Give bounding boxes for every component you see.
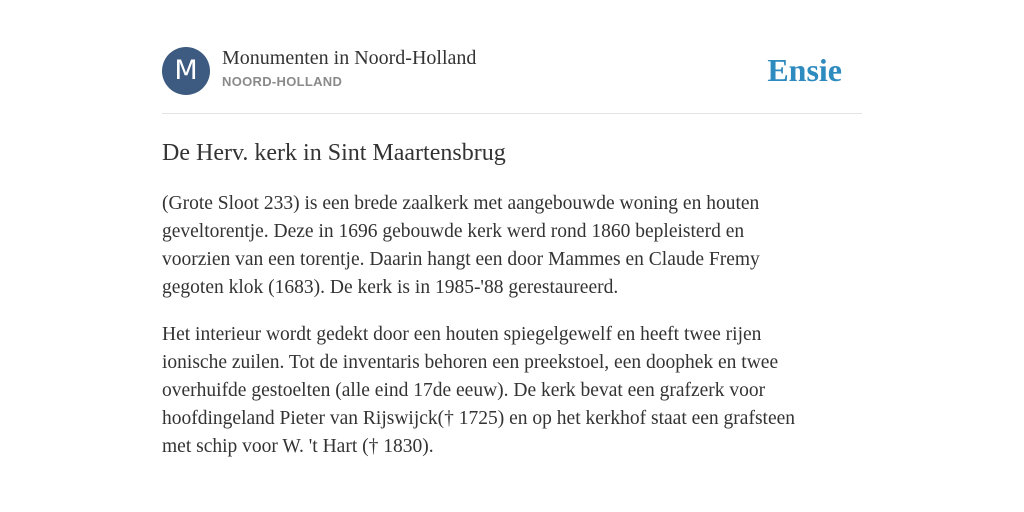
article-title: De Herv. kerk in Sint Maartensbrug [162,140,506,166]
article-paragraph-2 [162,321,862,461]
paragraph-line: hoofdingeland Pieter van Rijswijck(† 1725) en op het kerkhof staat een grafsteen [162,408,796,429]
paragraph-line: overhuifde gestoelten (alle eind 17de eeuw). De kerk bevat een grafzerk voor [162,380,766,401]
paragraph-line: met schip voor W. 't Hart († 1830). [162,436,434,457]
article-paragraph-1 [162,190,862,302]
collection-subtitle: NOORD-HOLLAND [222,74,343,89]
paragraph-line: (Grote Sloot 233) is een brede zaalkerk met aangebouwde woning en houten [162,193,760,214]
ensie-logo[interactable]: Ensie [767,52,842,88]
collection-title-link[interactable]: Monumenten in Noord-Holland [222,47,477,69]
paragraph-line: gegoten klok (1683). De kerk is in 1985-'88 gerestaureerd. [162,277,619,298]
collection-header [162,46,862,98]
paragraph-line: geveltorentje. Deze in 1696 gebouwde kerk werd rond 1860 bepleisterd en [162,221,745,242]
paragraph-line: ionische zuilen. Tot de inventaris behoren een preekstoel, een doophek en twee [162,352,779,373]
paragraph-line: voorzien van een torentje. Daarin hangt een door Mammes en Claude Fremy [162,249,760,270]
article-body [162,190,862,480]
collection-avatar[interactable]: M [162,47,210,95]
paragraph-line: Het interieur wordt gedekt door een houten spiegelgewelf en heeft twee rijen [162,324,762,345]
header-divider [162,113,862,114]
